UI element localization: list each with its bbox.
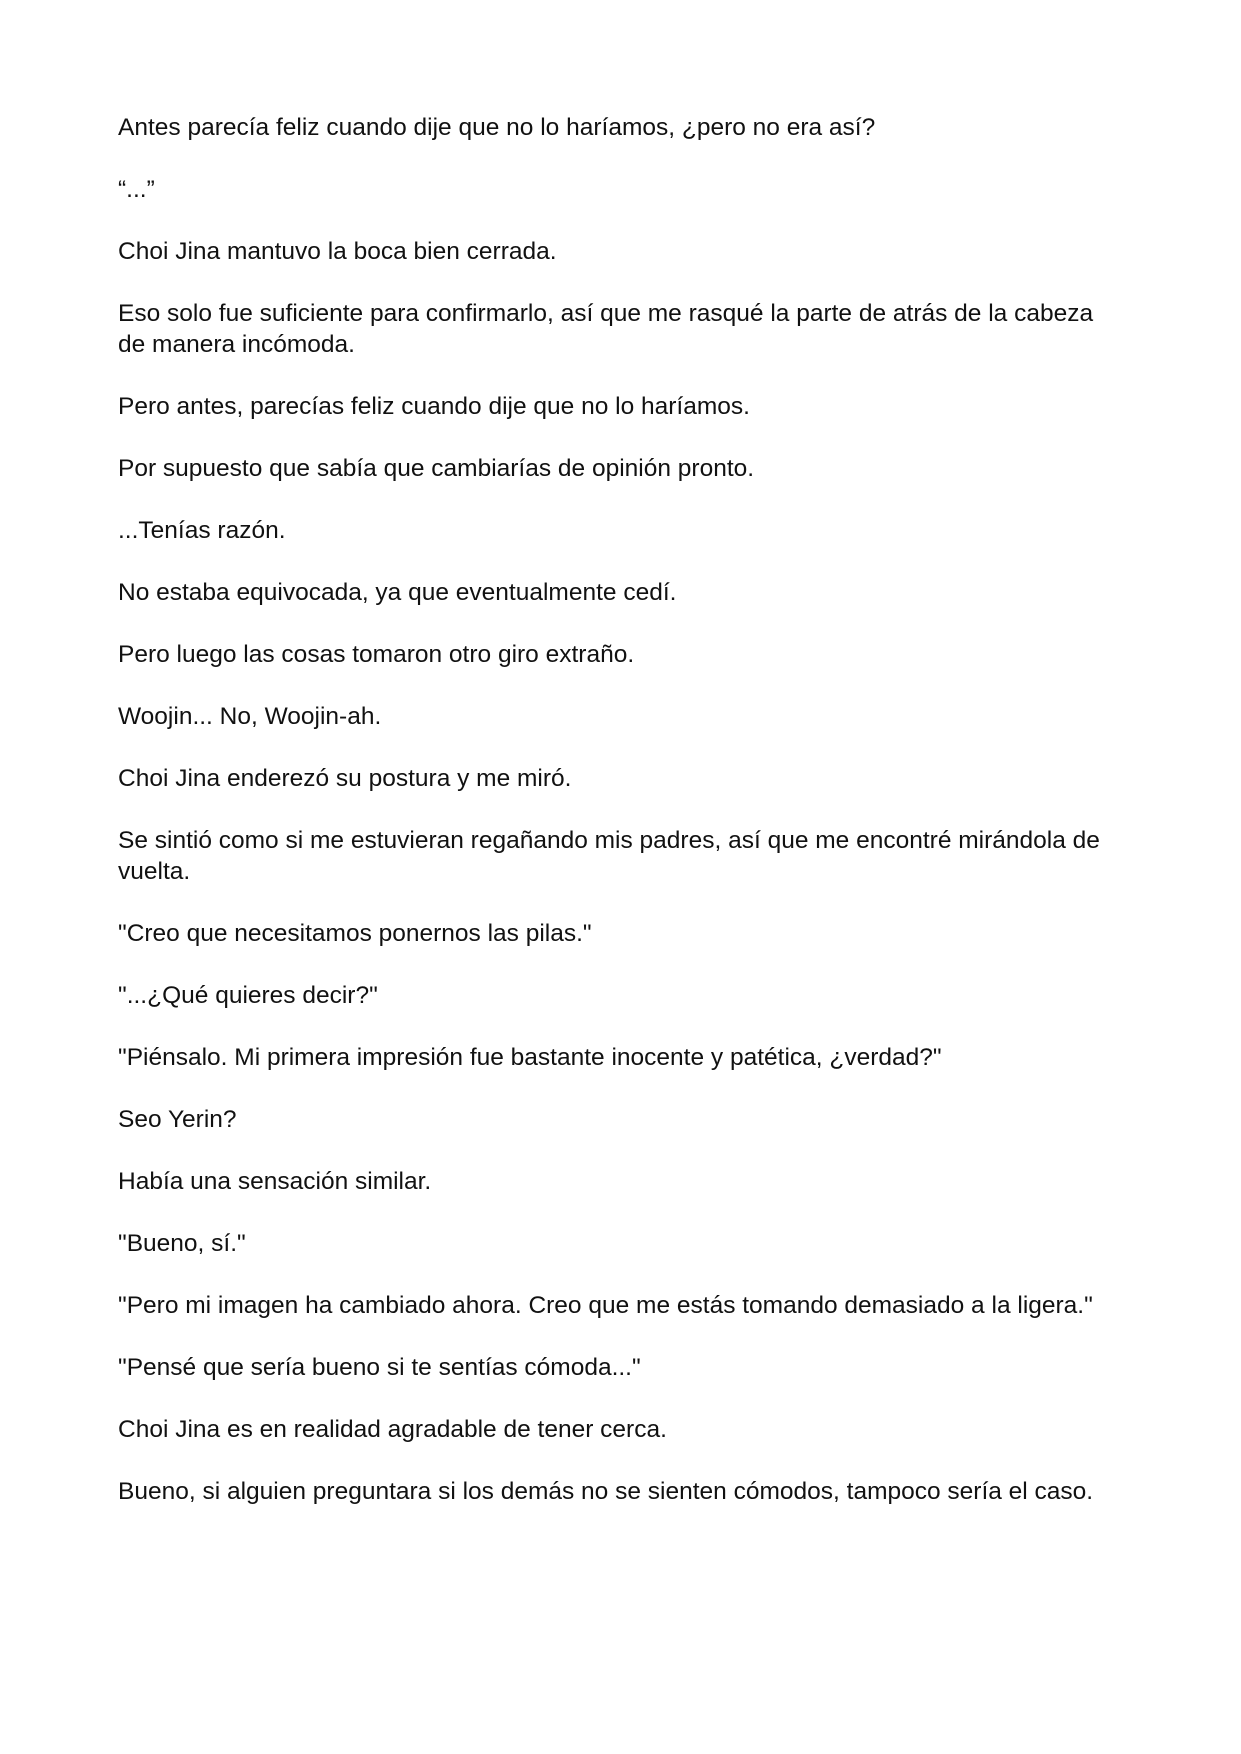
paragraph: Choi Jina mantuvo la boca bien cerrada.: [118, 238, 557, 265]
paragraph: Por supuesto que sabía que cambiarías de opinión pronto.: [118, 455, 755, 482]
body-text: [118, 112, 1123, 1538]
paragraph: ...Tenías razón.: [118, 517, 286, 544]
paragraph: Choi Jina es en realidad agradable de tener cerca.: [118, 1416, 667, 1443]
paragraph: Seo Yerin?: [118, 1106, 237, 1133]
paragraph: Había una sensación similar.: [118, 1168, 432, 1195]
paragraph: Bueno, si alguien preguntara si los demás no se sienten cómodos, tampoco sería el caso.: [118, 1478, 1094, 1505]
paragraph: "Pero mi imagen ha cambiado ahora. Creo que me estás tomando demasiado a la ligera.": [118, 1292, 1093, 1319]
paragraph: Antes parecía feliz cuando dije que no lo haríamos, ¿pero no era así?: [118, 114, 876, 141]
paragraph: Choi Jina enderezó su postura y me miró.: [118, 765, 572, 792]
paragraph: "Bueno, sí.": [118, 1230, 246, 1257]
paragraph: Se sintió como si me estuvieran regañando mis padres, así que me encontré mirándola de vuelta.: [118, 827, 1100, 885]
paragraph: Pero luego las cosas tomaron otro giro extraño.: [118, 641, 635, 668]
paragraph: "...¿Qué quieres decir?": [118, 982, 378, 1009]
paragraph: "Pensé que sería bueno si te sentías cómoda...": [118, 1354, 641, 1381]
paragraph: “...”: [118, 176, 155, 203]
paragraph: "Creo que necesitamos ponernos las pilas.": [118, 920, 592, 947]
paragraph: Woojin... No, Woojin-ah.: [118, 703, 382, 730]
paragraph: Pero antes, parecías feliz cuando dije que no lo haríamos.: [118, 393, 750, 420]
paragraph: No estaba equivocada, ya que eventualmente cedí.: [118, 579, 677, 606]
paragraph: "Piénsalo. Mi primera impresión fue bastante inocente y patética, ¿verdad?": [118, 1044, 942, 1071]
paragraph: Eso solo fue suficiente para confirmarlo, así que me rasqué la parte de atrás de la cabeza de manera incómoda.: [118, 300, 1094, 358]
